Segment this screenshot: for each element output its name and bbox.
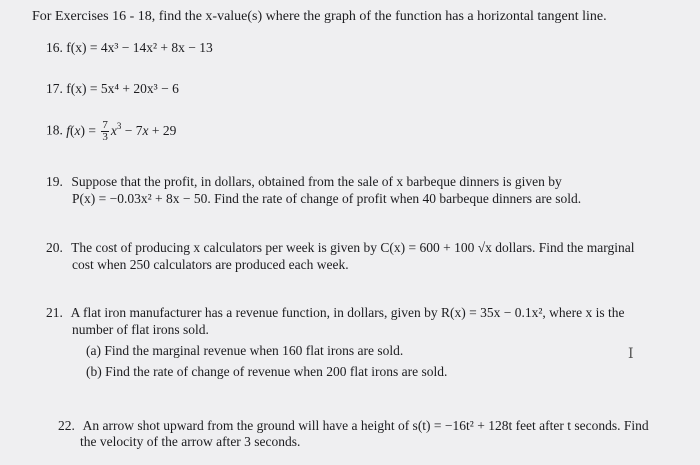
problem-number: 22. (58, 418, 75, 433)
problem-22 (58, 418, 649, 434)
problem-number: 17. (46, 81, 63, 96)
problem-19-line2-wrap (72, 191, 581, 207)
problem-21-line2-wrap (72, 322, 209, 338)
problem-17-function: f(x) = 5x⁴ + 20x³ − 6 (66, 81, 179, 96)
problem-22-line1: An arrow shot upward from the ground will have a height of s(t) = −16t² + 128t feet after t seconds. Find (82, 418, 649, 433)
problem-21-part-b (86, 364, 447, 380)
problem-number: 20. (46, 240, 63, 255)
problem-18-function: f(x) = $\frac{7}{3}$ $x^3 - 7x + 29$ (66, 119, 177, 143)
problem-16-function: f(x) = 4x³ − 14x² + 8x − 13 (66, 40, 213, 55)
problem-17 (46, 81, 179, 97)
problem-19 (46, 174, 562, 190)
problem-number: 21. (46, 305, 63, 320)
exercise-instruction: For Exercises 16 - 18, find the x-value(s) where the graph of the function has a horizontal tangent line. (32, 9, 607, 24)
problem-19-line1: Suppose that the profit, in dollars, obtained from the sale of x barbeque dinners is given by (71, 174, 562, 189)
problem-number: 18. (46, 122, 63, 138)
problem-20-line2-wrap (72, 257, 349, 273)
problem-21 (46, 305, 625, 321)
fraction: $\frac{7}{3}$ (102, 119, 108, 143)
problem-20-line1: The cost of producing x calculators per week is given by C(x) = 600 + 100 √x dollars. Find the marginal (71, 240, 635, 255)
problem-20 (46, 240, 635, 256)
part-text: Find the marginal revenue when 160 flat irons are sold. (104, 343, 404, 358)
part-label: (a) (86, 343, 101, 358)
part-text: Find the rate of change of revenue when 200 flat irons are sold. (105, 364, 448, 379)
problem-21-line1: A flat iron manufacturer has a revenue function, in dollars, given by R(x) = 35x − 0.1x², where x is the (70, 305, 625, 320)
problem-21-line2: number of flat irons sold. (72, 322, 209, 337)
problem-21-part-a (86, 343, 403, 359)
problem-16 (46, 40, 213, 56)
part-label: (b) (86, 364, 102, 379)
problem-20-line2: cost when 250 calculators are produced each week. (72, 257, 349, 272)
problem-22-line2: the velocity of the arrow after 3 seconds. (80, 434, 301, 449)
problem-number: 16. (46, 40, 63, 55)
problem-22-line2-wrap (80, 434, 300, 450)
problem-18 (46, 120, 176, 143)
text-cursor-icon: I (628, 346, 634, 362)
problem-number: 19. (46, 174, 63, 189)
problem-19-line2: P(x) = −0.03x² + 8x − 50. Find the rate of change of profit when 40 barbeque dinners are sold. (72, 191, 582, 206)
